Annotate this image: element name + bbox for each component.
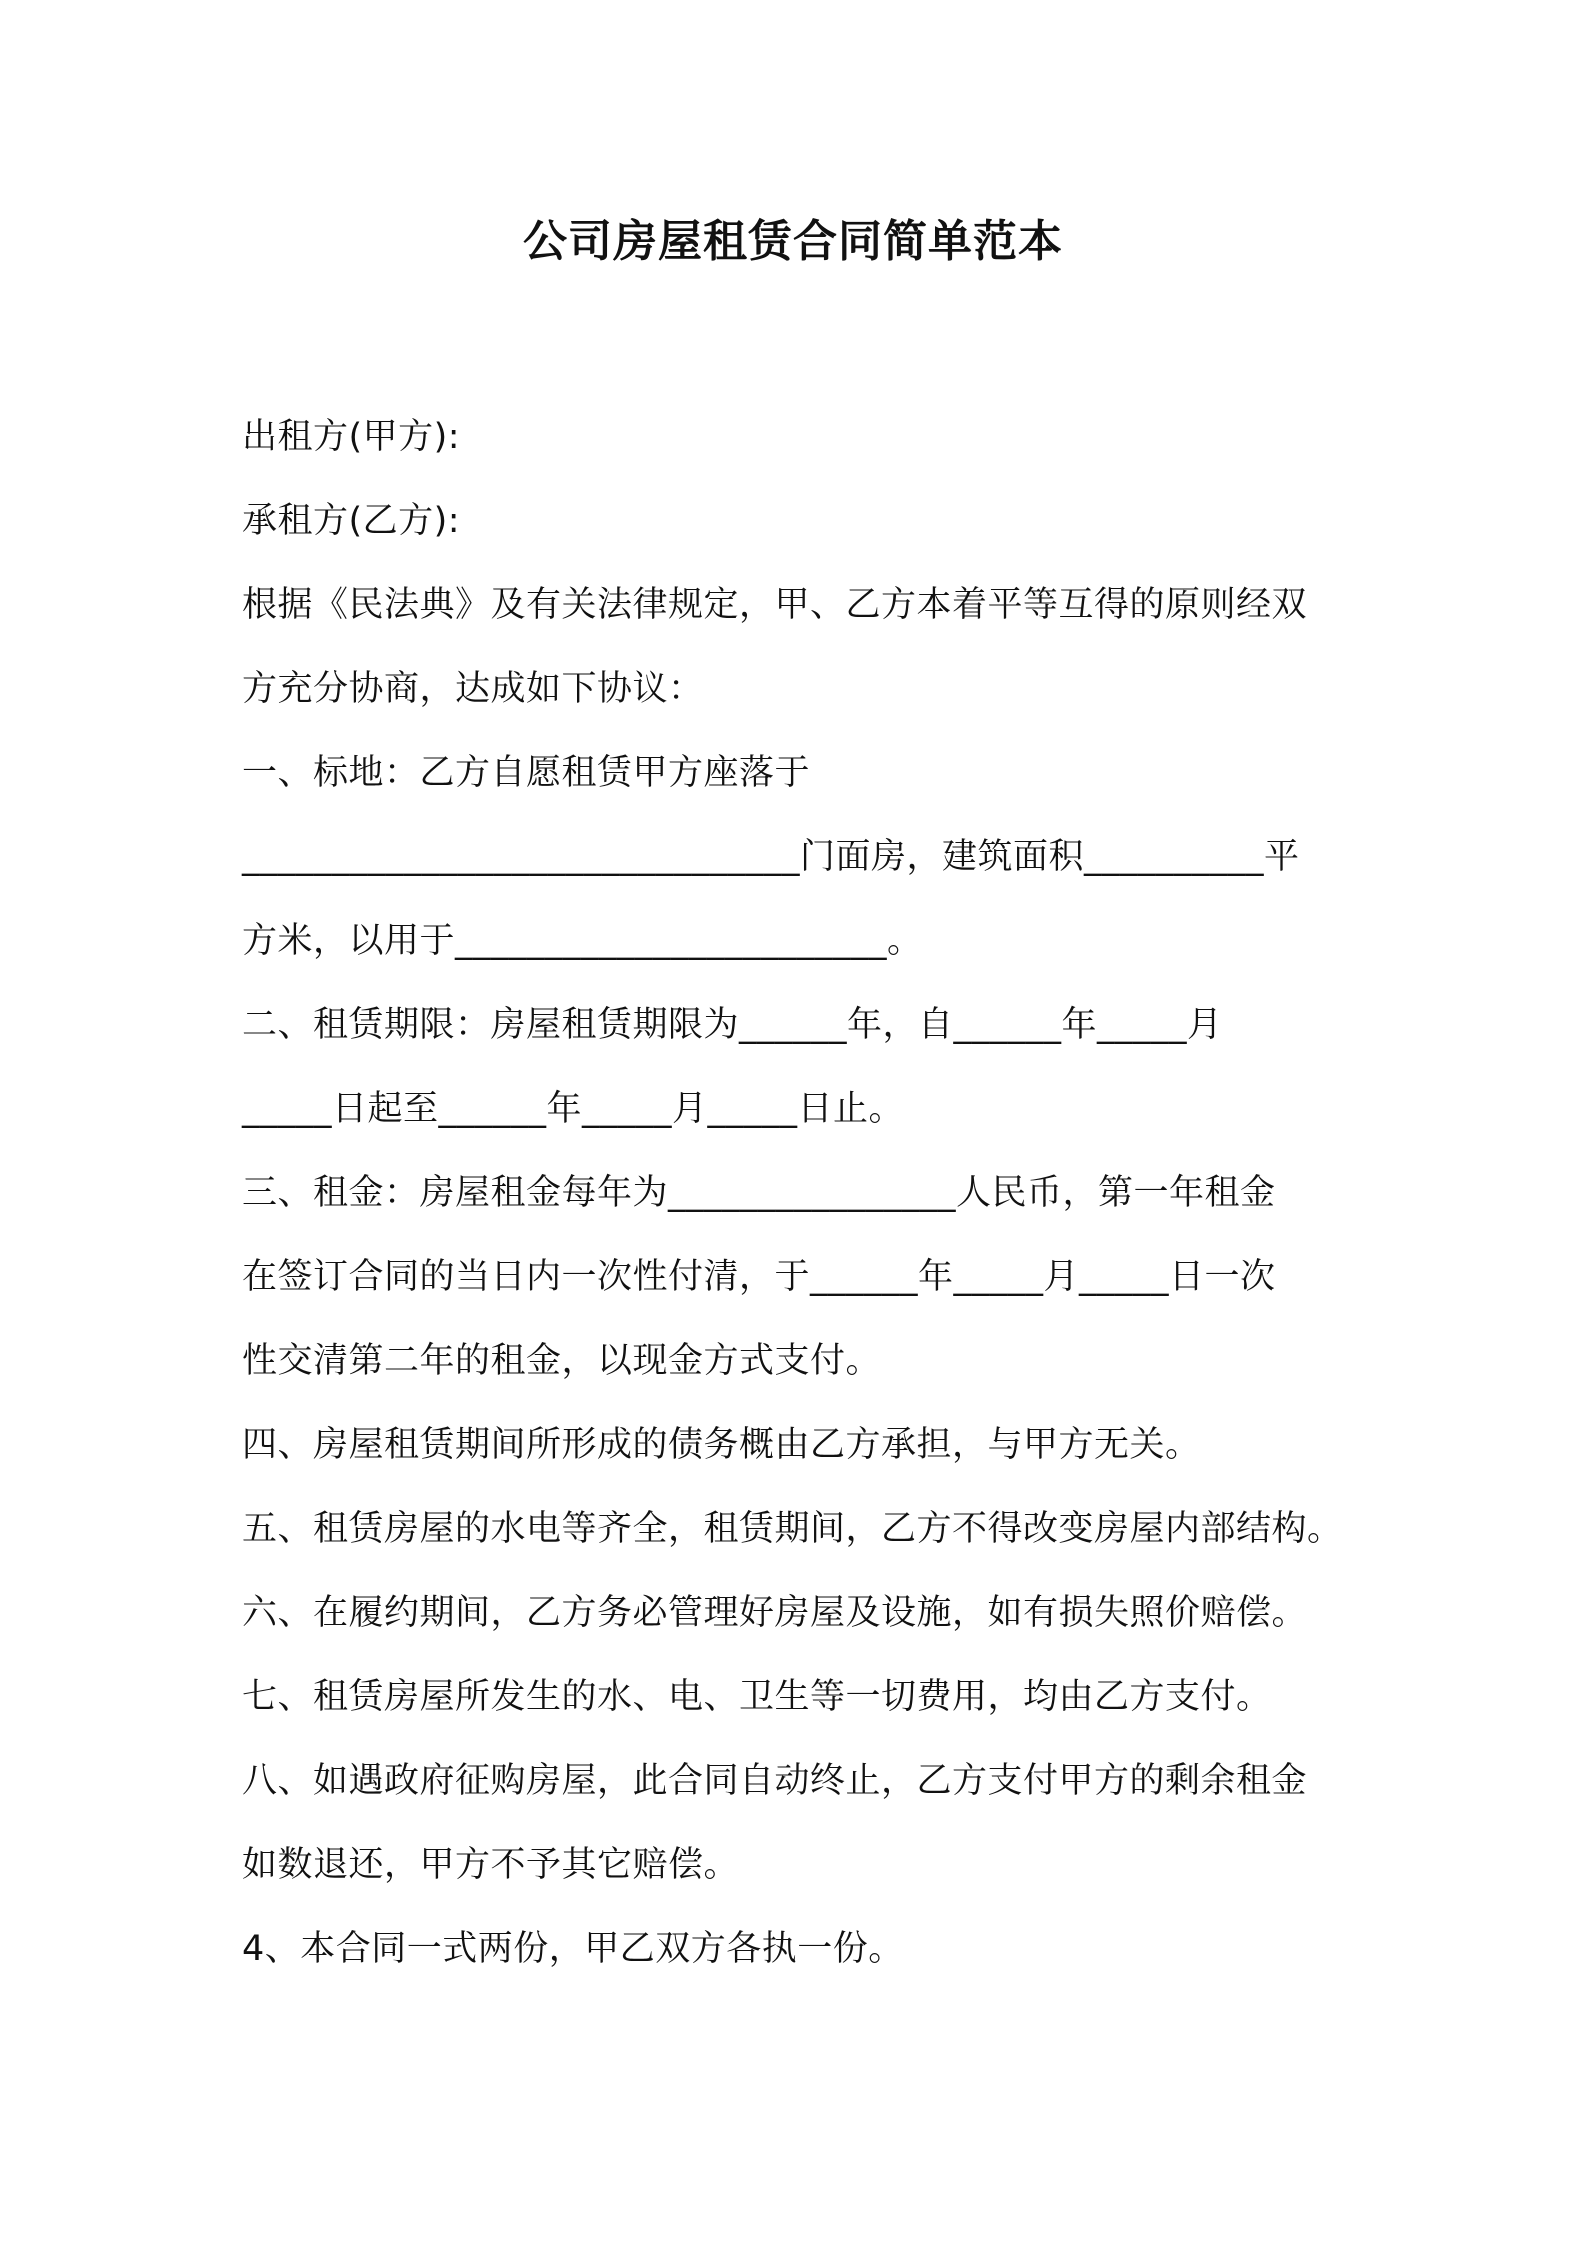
- clause-1-line-2: _______________________________门面房，建筑面积__________平: [242, 837, 1300, 877]
- clause-4-line: 四、房屋租赁期间所形成的债务概由乙方承担，与甲方无关。: [242, 1425, 1201, 1465]
- clause-3-line-1: 三、租金：房屋租金每年为________________人民币，第一年租金: [242, 1173, 1276, 1213]
- clause-2-line-1: 二、租赁期限：房屋租赁期限为______年，自______年_____月: [242, 1005, 1223, 1045]
- clause-6-line: 六、在履约期间，乙方务必管理好房屋及设施，如有损失照价赔偿。: [242, 1593, 1308, 1633]
- document-title: 公司房屋租赁合同简单范本: [523, 216, 1063, 267]
- clause-5-line: 五、租赁房屋的水电等齐全，租赁期间，乙方不得改变房屋内部结构。: [242, 1509, 1343, 1549]
- clause-7-line: 七、租赁房屋所发生的水、电、卫生等一切费用，均由乙方支付。: [242, 1677, 1272, 1717]
- lessee-line: 承租方(乙方):: [242, 501, 461, 541]
- lessor-line: 出租方(甲方):: [242, 417, 461, 457]
- clause-1-line-1: 一、标地：乙方自愿租赁甲方座落于: [242, 753, 811, 793]
- clause-2-line-2: _____日起至______年_____月_____日止。: [242, 1089, 905, 1129]
- clause-8-line-1: 八、如遇政府征购房屋，此合同自动终止，乙方支付甲方的剩余租金: [242, 1761, 1308, 1801]
- preamble-line-2: 方充分协商，达成如下协议：: [242, 669, 704, 709]
- clause-1-line-3: 方米，以用于________________________。: [242, 921, 923, 961]
- clause-3-line-2: 在签订合同的当日内一次性付清，于______年_____月_____日一次: [242, 1257, 1276, 1297]
- clause-copies-line: 4、本合同一式两份，甲乙双方各执一份。: [242, 1929, 904, 1969]
- preamble-line-1: 根据《民法典》及有关法律规定，甲、乙方本着平等互得的原则经双: [242, 585, 1308, 625]
- clause-3-line-3: 性交清第二年的租金，以现金方式支付。: [242, 1341, 882, 1381]
- clause-8-line-2: 如数退还，甲方不予其它赔偿。: [242, 1845, 740, 1885]
